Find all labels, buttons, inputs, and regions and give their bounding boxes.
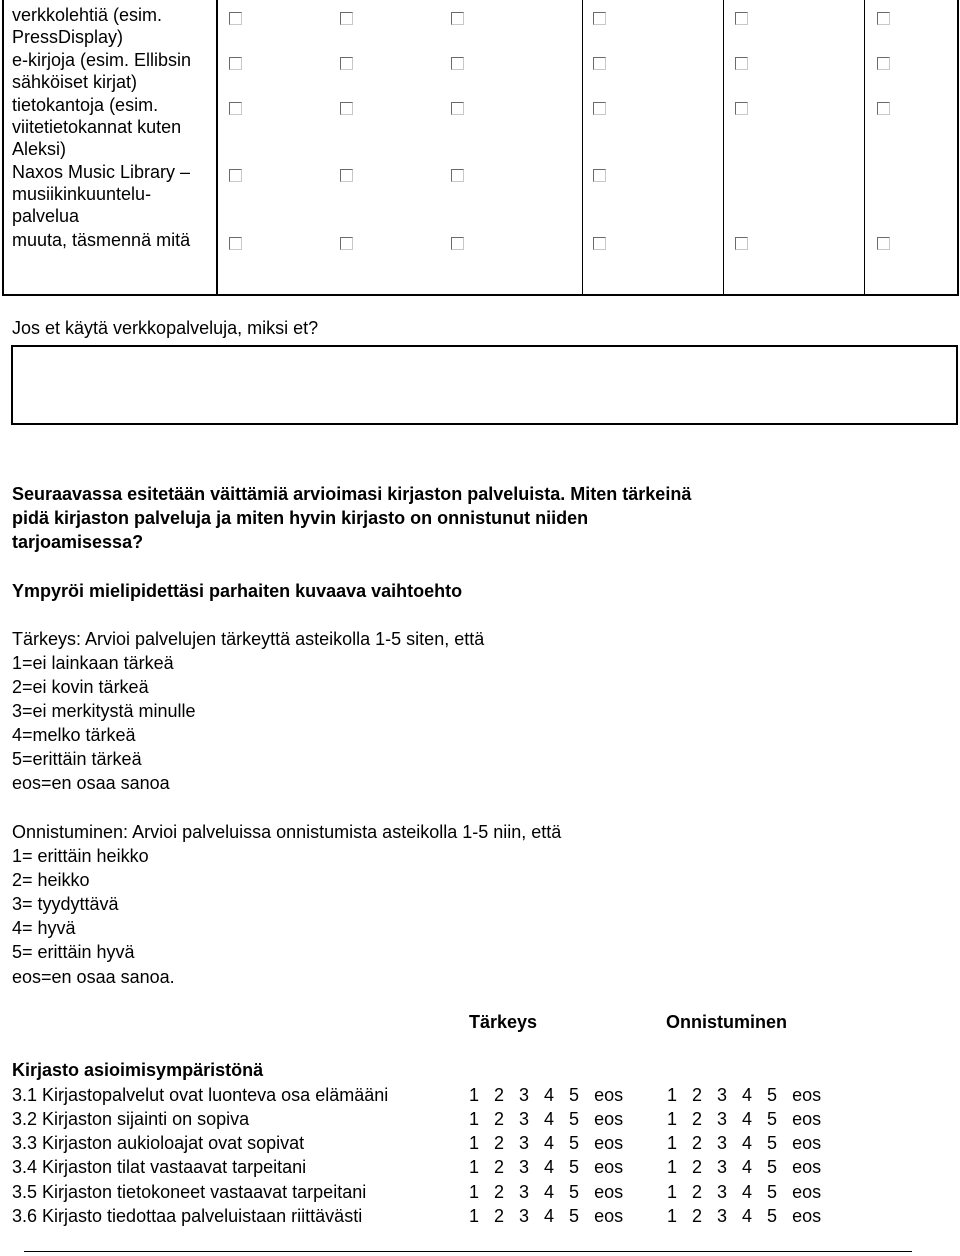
checkbox[interactable] bbox=[340, 12, 353, 25]
checkbox[interactable] bbox=[735, 12, 748, 25]
checkbox[interactable] bbox=[593, 12, 606, 25]
checkbox[interactable] bbox=[451, 102, 464, 115]
grid-divider bbox=[864, 0, 865, 296]
importance-scale[interactable]: 1 2 3 4 5 eos bbox=[469, 1206, 624, 1226]
success-item: 3= tyydyttävä bbox=[12, 894, 119, 914]
grid-row-label: verkkolehtiä (esim. PressDisplay) bbox=[12, 5, 163, 47]
importance-item: 3=ei merkitystä minulle bbox=[12, 701, 196, 721]
intro-instruction: Ympyröi mielipidettäsi parhaiten kuvaava vaihtoehto bbox=[12, 581, 463, 601]
statement-label: 3.2 Kirjaston sijainti on sopiva bbox=[12, 1109, 250, 1129]
success-item: 1= erittäin heikko bbox=[12, 846, 149, 866]
checkbox[interactable] bbox=[735, 237, 748, 250]
statement-label: 3.1 Kirjastopalvelut ovat luonteva osa elämääni bbox=[12, 1085, 389, 1105]
checkbox[interactable] bbox=[735, 102, 748, 115]
checkbox[interactable] bbox=[229, 102, 242, 115]
checkbox[interactable] bbox=[877, 57, 890, 70]
success-scale[interactable]: 1 2 3 4 5 eos bbox=[667, 1133, 822, 1153]
importance-scale[interactable]: 1 2 3 4 5 eos bbox=[469, 1157, 624, 1177]
success-title: Onnistuminen: Arvioi palveluissa onnistumista asteikolla 1-5 niin, että bbox=[12, 822, 562, 842]
intro-line: Seuraavassa esitetään väittämiä arvioimasi kirjaston palveluista. Miten tärkeinä bbox=[12, 484, 692, 504]
statement-label: 3.4 Kirjaston tilat vastaavat tarpeitani bbox=[12, 1157, 307, 1177]
importance-item: 4=melko tärkeä bbox=[12, 725, 136, 745]
success-scale[interactable]: 1 2 3 4 5 eos bbox=[667, 1182, 822, 1202]
grid-row-label: e-kirjoja (esim. Ellibsin sähköiset kirjat) bbox=[12, 50, 192, 92]
importance-item: 1=ei lainkaan tärkeä bbox=[12, 653, 174, 673]
success-scale[interactable]: 1 2 3 4 5 eos bbox=[667, 1085, 822, 1105]
checkbox[interactable] bbox=[451, 237, 464, 250]
checkbox[interactable] bbox=[229, 12, 242, 25]
checkbox[interactable] bbox=[877, 102, 890, 115]
checkbox[interactable] bbox=[229, 237, 242, 250]
checkbox[interactable] bbox=[229, 169, 242, 182]
bottom-divider bbox=[24, 1251, 912, 1252]
grid-divider bbox=[723, 0, 724, 296]
checkbox[interactable] bbox=[593, 237, 606, 250]
intro-line: tarjoamisessa? bbox=[12, 532, 144, 552]
success-scale[interactable]: 1 2 3 4 5 eos bbox=[667, 1109, 822, 1129]
checkbox[interactable] bbox=[340, 237, 353, 250]
checkbox[interactable] bbox=[877, 12, 890, 25]
success-item: 2= heikko bbox=[12, 870, 90, 890]
checkbox[interactable] bbox=[340, 169, 353, 182]
grid-divider bbox=[2, 0, 4, 296]
statement-label: 3.3 Kirjaston aukioloajat ovat sopivat bbox=[12, 1133, 305, 1153]
success-item: 5= erittäin hyvä bbox=[12, 942, 135, 962]
checkbox[interactable] bbox=[451, 169, 464, 182]
grid-divider bbox=[216, 0, 218, 296]
success-scale[interactable]: 1 2 3 4 5 eos bbox=[667, 1157, 822, 1177]
answer-text-box[interactable] bbox=[11, 345, 958, 425]
importance-scale[interactable]: 1 2 3 4 5 eos bbox=[469, 1085, 624, 1105]
checkbox[interactable] bbox=[735, 57, 748, 70]
grid-divider bbox=[957, 0, 959, 296]
grid-row-label: Naxos Music Library – musiikinkuuntelu- palvelua bbox=[12, 162, 191, 226]
success-item: eos=en osaa sanoa. bbox=[12, 967, 175, 987]
importance-item: 2=ei kovin tärkeä bbox=[12, 677, 149, 697]
importance-scale[interactable]: 1 2 3 4 5 eos bbox=[469, 1109, 624, 1129]
checkbox[interactable] bbox=[451, 12, 464, 25]
importance-scale[interactable]: 1 2 3 4 5 eos bbox=[469, 1182, 624, 1202]
grid-row-label: tietokantoja (esim. viitetietokannat kuten Aleksi) bbox=[12, 95, 182, 159]
checkbox[interactable] bbox=[451, 57, 464, 70]
checkbox[interactable] bbox=[593, 57, 606, 70]
success-scale[interactable]: 1 2 3 4 5 eos bbox=[667, 1206, 822, 1226]
grid-divider bbox=[2, 294, 959, 296]
column-header-importance: Tärkeys bbox=[469, 1012, 538, 1032]
success-item: 4= hyvä bbox=[12, 918, 76, 938]
statement-label: 3.5 Kirjaston tietokoneet vastaavat tarpeitani bbox=[12, 1182, 367, 1202]
checkbox[interactable] bbox=[593, 102, 606, 115]
checkbox[interactable] bbox=[340, 57, 353, 70]
statement-label: 3.6 Kirjasto tiedottaa palveluistaan riittävästi bbox=[12, 1206, 363, 1226]
checkbox[interactable] bbox=[340, 102, 353, 115]
importance-item: 5=erittäin tärkeä bbox=[12, 749, 142, 769]
checkbox[interactable] bbox=[229, 57, 242, 70]
grid-row-label: muuta, täsmennä mitä bbox=[12, 230, 191, 250]
section-title: Kirjasto asioimisympäristönä bbox=[12, 1060, 264, 1080]
importance-title: Tärkeys: Arvioi palvelujen tärkeyttä asteikolla 1-5 siten, että bbox=[12, 629, 485, 649]
grid-divider bbox=[582, 0, 583, 296]
intro-line: pidä kirjaston palveluja ja miten hyvin kirjasto on onnistunut niiden bbox=[12, 508, 589, 528]
importance-item: eos=en osaa sanoa bbox=[12, 773, 170, 793]
importance-scale[interactable]: 1 2 3 4 5 eos bbox=[469, 1133, 624, 1153]
question-no-use: Jos et käytä verkkopalveluja, miksi et? bbox=[12, 318, 319, 338]
column-header-success: Onnistuminen bbox=[666, 1012, 787, 1032]
checkbox[interactable] bbox=[593, 169, 606, 182]
checkbox[interactable] bbox=[877, 237, 890, 250]
